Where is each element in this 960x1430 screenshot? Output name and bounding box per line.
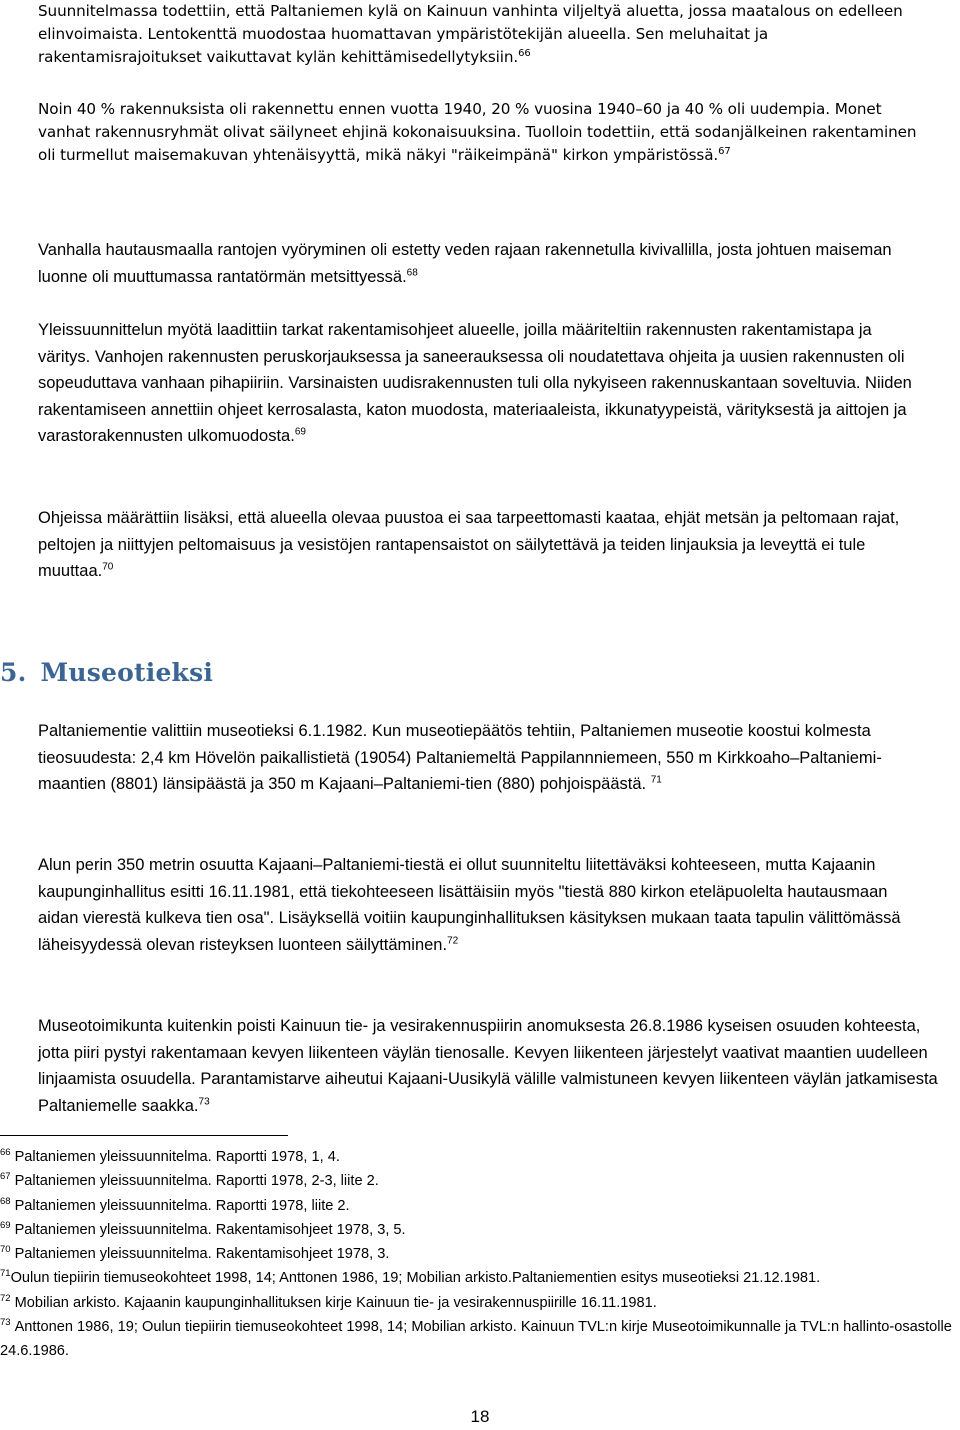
paragraph-text: Museotoimikunta kuitenkin poisti Kainuun tie- ja vesirakennuspiirin anomuksesta 26.8.1986 kyseisen osuuden kohteesta, jotta piiri pystyi rakentamaan kevyen liikenteen väylän tienosalle. Kevyen liikenteen järjestelyt vaativat maantien uudelleen linjaamista osuudella. Parantamistarve aiheutui Kajaani-Uusikylä välille valmistuneen kevyen liikenteen väylän jatkamisesta Paltaniemelle saakka. (38, 1017, 938, 1115)
section-title: Museotieksi (40, 658, 214, 687)
footnote-70 (0, 1242, 955, 1266)
paragraph-museum-road-designation (38, 718, 926, 798)
footnote-71 (0, 1266, 955, 1290)
paragraph-building-age (38, 98, 924, 168)
footnote-reference: 73 (198, 1096, 210, 1107)
footnote-68 (0, 1194, 955, 1218)
footnote-list (0, 1145, 960, 1364)
paragraph-text: Noin 40 % rakennuksista oli rakennettu ennen vuotta 1940, 20 % vuosina 1940–60 ja 40 % oli uudempia. Monet vanhat rakennusryhmät olivat säilyneet ehjinä kokonaisuuksina. Tuolloin todettiin, että sodanjälkeinen rakentaminen oli turmellut maisemakuvan yhtenäisyyttä, mikä näkyi "räikeimpänä" kirkon ympäristössä. (38, 100, 917, 165)
footnote-66 (0, 1145, 955, 1169)
footnote-reference: 71 (650, 774, 662, 786)
footnote-mark: 70 (0, 1244, 11, 1256)
paragraph-text: Vanhalla hautausmaalla rantojen vyöryminen oli estetty veden rajaan rakennetulla kivivallilla, josta johtuen maiseman luonne oli muuttumassa rantatörmän metsittyessä. (38, 241, 892, 286)
paragraph-text: Ohjeissa määrättiin lisäksi, että alueella olevaa puustoa ei saa tarpeettomasti kaataa, ehjät metsän ja peltomaan rajat, peltojen ja niittyjen peltomaisuus ja vesistöjen rantapensaistot on säilytettävä ja teiden linjauksia ja leveyttä ei tule muuttaa. (38, 509, 900, 580)
footnote-mark: 72 (0, 1292, 11, 1304)
footnote-mark: 66 (0, 1147, 11, 1159)
footnote-mark: 73 (0, 1317, 11, 1329)
section-heading (0, 658, 213, 687)
footnote-text: Oulun tiepiirin tiemuseokohteet 1998, 14; Anttonen 1986, 19; Mobilian arkisto.Paltaniementien esitys museotieksi 21.12.1981. (10, 1270, 821, 1287)
footnote-text: Paltaniemen yleissuunnitelma. Rakentamisohjeet 1978, 3, 5. (14, 1221, 406, 1238)
footnote-mark: 68 (0, 1195, 11, 1207)
paragraph-text: Suunnitelmassa todettiin, että Paltaniemen kylä on Kainuun vanhinta viljeltyä aluetta, jossa maatalous on edelleen elinvoimaista. Lentokenttä muodostaa huomattavan ympäristötekijän alueella. Sen meluhaitat ja rakentamisrajoitukset vaikuttavat kylän kehittämisedellytyksiin. (38, 2, 903, 67)
footnote-67 (0, 1169, 955, 1193)
paragraph-text: Alun perin 350 metrin osuutta Kajaani–Paltaniemi-tiestä ei ollut suunniteltu liitettäväksi kohteeseen, mutta Kajaanin kaupunginhallitus esitti 16.11.1981, että tiekohteeseen lisättäisiin myös "tiestä 880 kirkon eteläpuolelta hautausmaan aidan vierestä kulkeva tien osa". Lisäyksellä voitiin kaupunginhallituksen käsityksen mukaan taata tapulin välittömässä läheisyydessä olevan risteyksen luonteen säilyttäminen. (38, 856, 901, 954)
footnote-reference: 67 (718, 146, 731, 158)
footnote-text: Mobilian arkisto. Kajaanin kaupunginhallituksen kirje Kainuun tie- ja vesirakennuspiirille 16.11.1981. (14, 1294, 657, 1311)
footnote-reference: 69 (294, 426, 306, 438)
paragraph-village-agriculture (38, 0, 924, 70)
footnote-73 (0, 1315, 955, 1364)
paragraph-text: Paltaniementie valittiin museotieksi 6.1.1982. Kun museotiepäätös tehtiin, Paltaniemen museotie koostui kolmesta tieosuudesta: 2,4 km Hövelön paikallistietä (19054) Paltaniemeltä Pappilannniemeen, 550 m Kirkkoaho–Paltaniemi-maantien (8801) länsipäästä ja 350 m Kajaani–Paltaniemi-tien (880) pohjoispäästä. (38, 722, 882, 793)
footnote-text: Anttonen 1986, 19; Oulun tiepiirin tiemuseokohteet 1998, 14; Mobilian arkisto. Kainuun TVL:n kirje Museotoimikunnalle ja TVL:n hallinto-osastolle 24.6.1986. (0, 1319, 952, 1360)
paragraph-building-guidelines (38, 317, 926, 450)
paragraph-old-cemetery (38, 237, 926, 290)
footnote-mark: 69 (0, 1220, 11, 1232)
paragraph-text: Yleissuunnittelun myötä laadittiin tarkat rakentamisohjeet alueelle, joilla määriteltiin rakennusten rakentamistapa ja väritys. Vanhojen rakennusten peruskorjauksessa ja saneerauksessa oli noudatettava ohjeita ja uusien rakennusten oli sopeuduttava vanhaan pihapiiriin. Varsinaisten uudisrakennusten tuli olla nykyiseen rakennuskantaan soveltuvia. Niiden rakentamiseen annettiin ohjeet kerrosalasta, katon muodosta, materiaaleista, ikkunatyypeistä, värityksestä ja aittojen ja varastorakennusten ulkomuodosta. (38, 321, 912, 445)
paragraph-museum-committee (38, 1013, 956, 1119)
footnote-reference: 72 (447, 935, 459, 946)
footnote-reference: 68 (406, 267, 418, 278)
footnote-mark: 67 (0, 1171, 11, 1183)
footnote-separator (0, 1135, 288, 1136)
footnote-text: Paltaniemen yleissuunnitelma. Raportti 1978, 1, 4. (14, 1149, 340, 1165)
footnote-72 (0, 1291, 955, 1315)
footnote-mark: 71 (0, 1268, 11, 1280)
footnote-text: Paltaniemen yleissuunnitelma. Rakentamisohjeet 1978, 3. (14, 1246, 390, 1263)
footnote-text: Paltaniemen yleissuunnitelma. Raportti 1978, liite 2. (14, 1197, 350, 1214)
page-number: 18 (470, 1407, 490, 1426)
footnote-text: Paltaniemen yleissuunnitelma. Raportti 1978, 2-3, liite 2. (14, 1173, 379, 1190)
footnote-69 (0, 1218, 955, 1242)
footnote-reference: 70 (102, 561, 114, 573)
footnote-reference: 66 (518, 48, 531, 60)
paragraph-kajaani-section (38, 852, 926, 958)
section-number: 5. (0, 658, 27, 687)
paragraph-landscape-rules (38, 505, 926, 585)
